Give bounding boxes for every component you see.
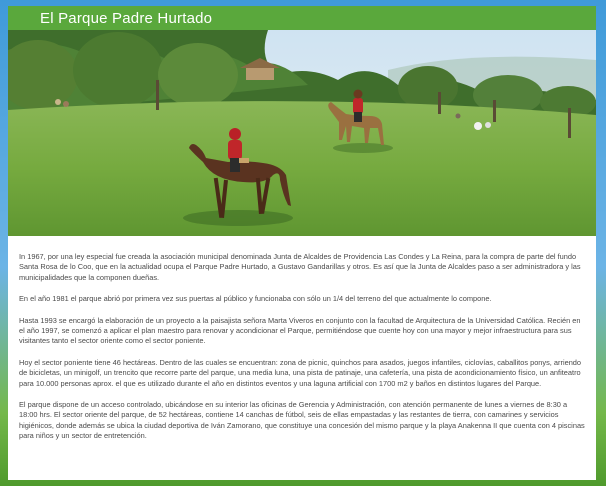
paragraph-west-sector: Hoy el sector poniente tiene 46 hectáreas. Dentro de las cuales se encuentran: zona de picnic, quinchos para asados, juegos infantiles, ciclovías, caballitos ponys, arriendo de bicicletas, un minigolf, un trencito que recorre parte del parque, una media luna, una pista de patinaje, una cafetería, una pista de acondicionamiento físico, un anfiteatro para 10.000 personas aprox. el que es utilizado durante el año en distintos eventos y una laguna artificial con 1700 m2 y baños en distintos lugares del Parque. [19,357,582,388]
article-body [19,252,585,453]
page-header [8,6,596,30]
paragraph-opening: En el año 1981 el parque abrió por primera vez sus puertas al público y funcionaba con sólo un 1/4 del terreno del que actualmente lo compone. [19,294,492,304]
paragraph-access-east-sector: El parque dispone de un acceso controlado, ubicándose en su interior las oficinas de Gerencia y Administración, con atención permanente de lunes a viernes de 8:30 a 18:00 hrs. El sector oriente del parque, de 52 hectáreas, contiene 14 canchas de fútbol, seis de ellas empastadas y las restantes de tierra, con camarines y servicios higiénicos, donde además se ubica la ciudad deportiva de Iván Zamorano, que constituye una concesión del mismo parque y la playa Anakenna II que cuenta con 4 piscinas para niños y un sector de entretención. [19,400,585,441]
park-photo [8,30,596,236]
page-title: El Parque Padre Hurtado [40,10,213,27]
paragraph-history: In 1967, por una ley especial fue creada la asociación municipal denominada Junta de Alcaldes de Providencia Las Condes y La Reina, para la compra de parte del fundo Santa Rosa de lo Coo, que en la actualidad ocupa el Parque Padre Hurtado, a Gustavo Gandarillas y otros. Es así que la Junta de Alcaldes paso a ser administradora y las municipalidades que la componen dueñas. [19,252,581,282]
park-photo-image [8,30,596,236]
paragraph-master-plan: Hasta 1993 se encargó la elaboración de un proyecto a la paisajista señora Marta Viveros en conjunto con la facultad de Arquitectura de la Universidad Católica. Recién en el año 1997, se comenzó a aplicar el plan maestro para renovar y acondicionar el Parque, permitiéndose que cuente hoy con una mayor y mejor infraestructura para sus visitantes tanto el sector oriente como el sector poniente. [19,315,581,346]
